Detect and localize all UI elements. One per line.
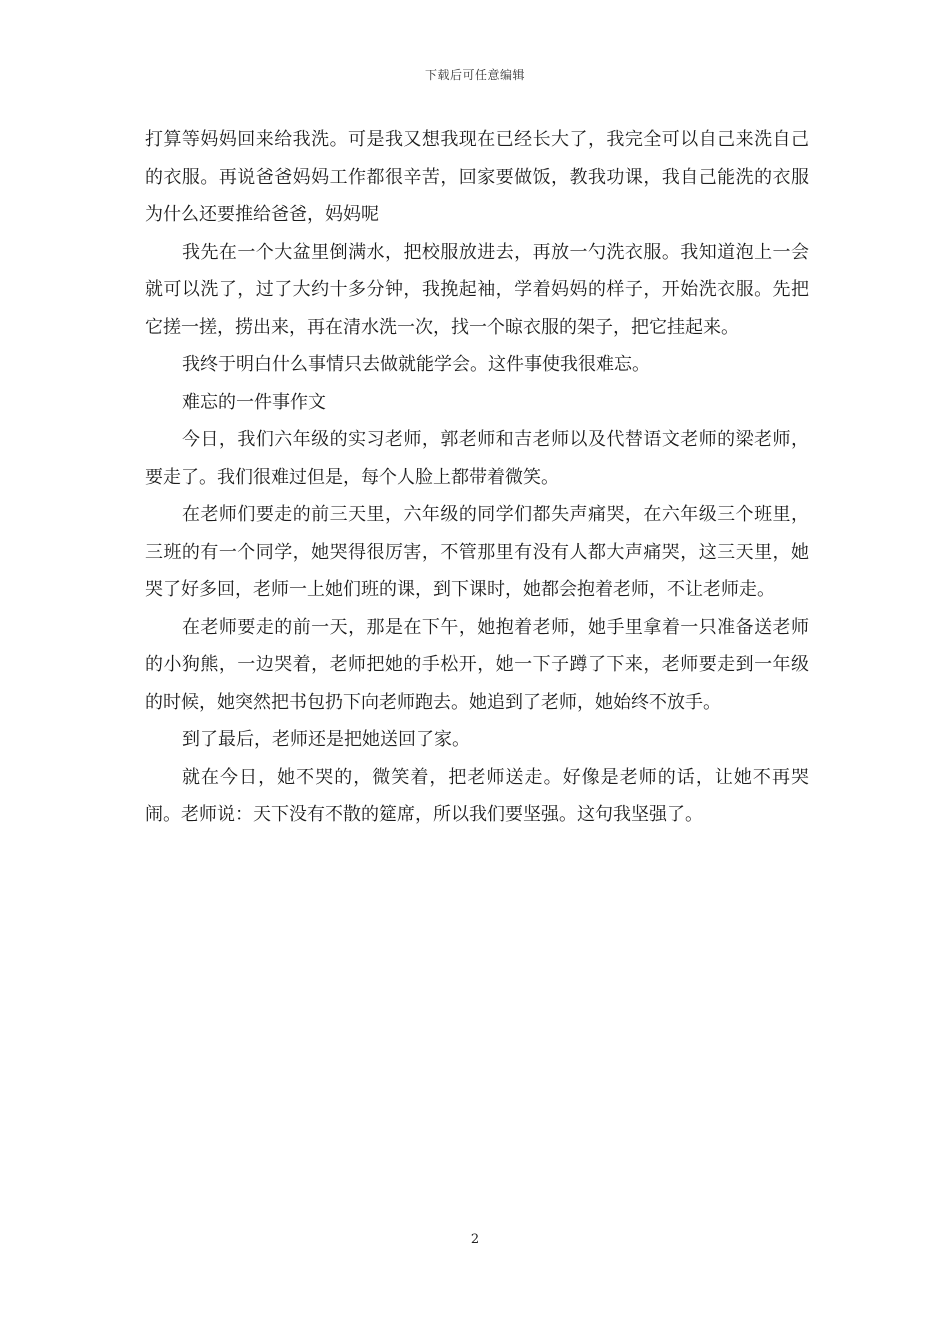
paragraph: 在老师要走的前一天，那是在下午，她抱着老师，她手里拿着一只准备送老师的小狗熊，一边哭着，老师把她的手松开，她一下子蹲了下来，老师要走到一年级的时候，她突然把书包扔下向老师跑去。她追到了老师，她始终不放手。: [145, 616, 809, 713]
paragraph: 到了最后，老师还是把她送回了家。: [182, 729, 470, 750]
page-number: 2: [470, 1232, 480, 1247]
paragraph: 我先在一个大盆里倒满水，把校服放进去，再放一勺洗衣服。我知道泡上一会就可以洗了，过了大约十多分钟，我挽起袖，学着妈妈的样子，开始洗衣服。先把它搓一搓，捞出来，再在清水洗一次，找一个晾衣服的架子，把它挂起来。: [145, 241, 809, 338]
document-body: [145, 121, 809, 834]
paragraph-continued: 打算等妈妈回来给我洗。可是我又想我现在已经长大了，我完全可以自己来洗自己的衣服。再说爸爸妈妈工作都很辛苦，回家要做饭，教我功课，我自己能洗的衣服为什么还要推给爸爸，妈妈呢: [145, 129, 809, 225]
paragraph: 今日，我们六年级的实习老师，郭老师和吉老师以及代替语文老师的梁老师，要走了。我们很难过但是，每个人脸上都带着微笑。: [145, 429, 809, 488]
paragraph: 在老师们要走的前三天里，六年级的同学们都失声痛哭，在六年级三个班里，三班的有一个同学，她哭得很厉害，不管那里有没有人都大声痛哭，这三天里，她哭了好多回，老师一上她们班的课，到下课时，她都会抱着老师，不让老师走。: [145, 504, 809, 600]
page-header: 下载后可任意编辑: [424, 68, 525, 82]
paragraph: 我终于明白什么事情只去做就能学会。这件事使我很难忘。: [182, 354, 650, 375]
paragraph: 就在今日，她不哭的，微笑着，把老师送走。好像是老师的话，让她不再哭闹。老师说：天下没有不散的筵席，所以我们要坚强。这句我坚强了。: [145, 766, 809, 825]
essay-title: 难忘的一件事作文: [182, 391, 326, 413]
